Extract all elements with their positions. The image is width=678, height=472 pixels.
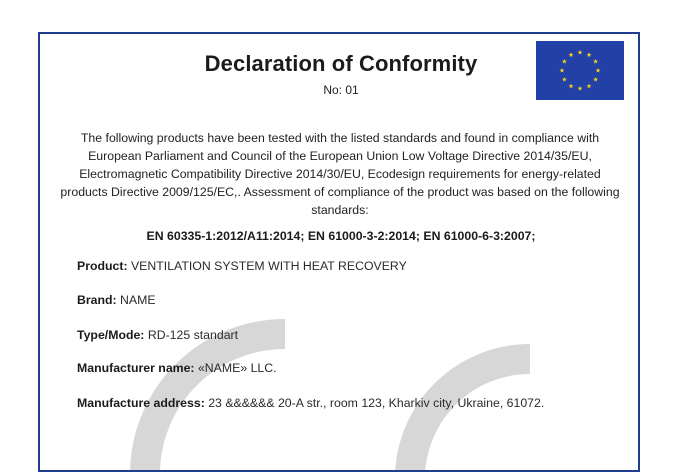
eu-flag-icon bbox=[536, 41, 624, 100]
document-number: No: 01 bbox=[323, 83, 359, 97]
manufacturer-name-label: Manufacturer name: bbox=[77, 361, 195, 375]
product-label: Product: bbox=[77, 259, 128, 273]
brand-value: NAME bbox=[120, 293, 156, 307]
manufacturer-name-field bbox=[77, 360, 607, 376]
manufacturer-address-field bbox=[77, 395, 607, 411]
manufacturer-name-value: «NAME» LLC. bbox=[197, 361, 277, 375]
type-label: Type/Mode: bbox=[77, 328, 145, 342]
type-field bbox=[77, 327, 607, 343]
standards-list: EN 60335-1:2012/A11:2014; EN 61000-3-2:2014; EN 61000-6-3:2007; bbox=[146, 229, 536, 243]
declaration-document bbox=[38, 32, 640, 472]
document-title: Declaration of Conformity bbox=[204, 51, 478, 76]
brand-field bbox=[77, 292, 607, 308]
manufacturer-address-label: Manufacture address: bbox=[77, 396, 205, 410]
type-value: RD-125 standart bbox=[147, 328, 239, 342]
product-field bbox=[77, 258, 607, 274]
brand-label: Brand: bbox=[77, 293, 117, 307]
intro-paragraph: The following products have been tested with the listed standards and found in compliance with European Parliament and Council of the European Union Low Voltage Directive 2014/35/EU, Electromagnetic Compatibility Directive 2014/30/EU, Ecodesign requirements for energy-related products Directive 2009/125/EC,. Assessment of compliance of the product was based on the following standards: bbox=[60, 131, 620, 217]
product-value: VENTILATION SYSTEM WITH HEAT RECOVERY bbox=[130, 259, 407, 273]
manufacturer-address-value: 23 &&&&&& 20-A str., room 123, Kharkiv city, Ukraine, 61072. bbox=[208, 396, 545, 410]
